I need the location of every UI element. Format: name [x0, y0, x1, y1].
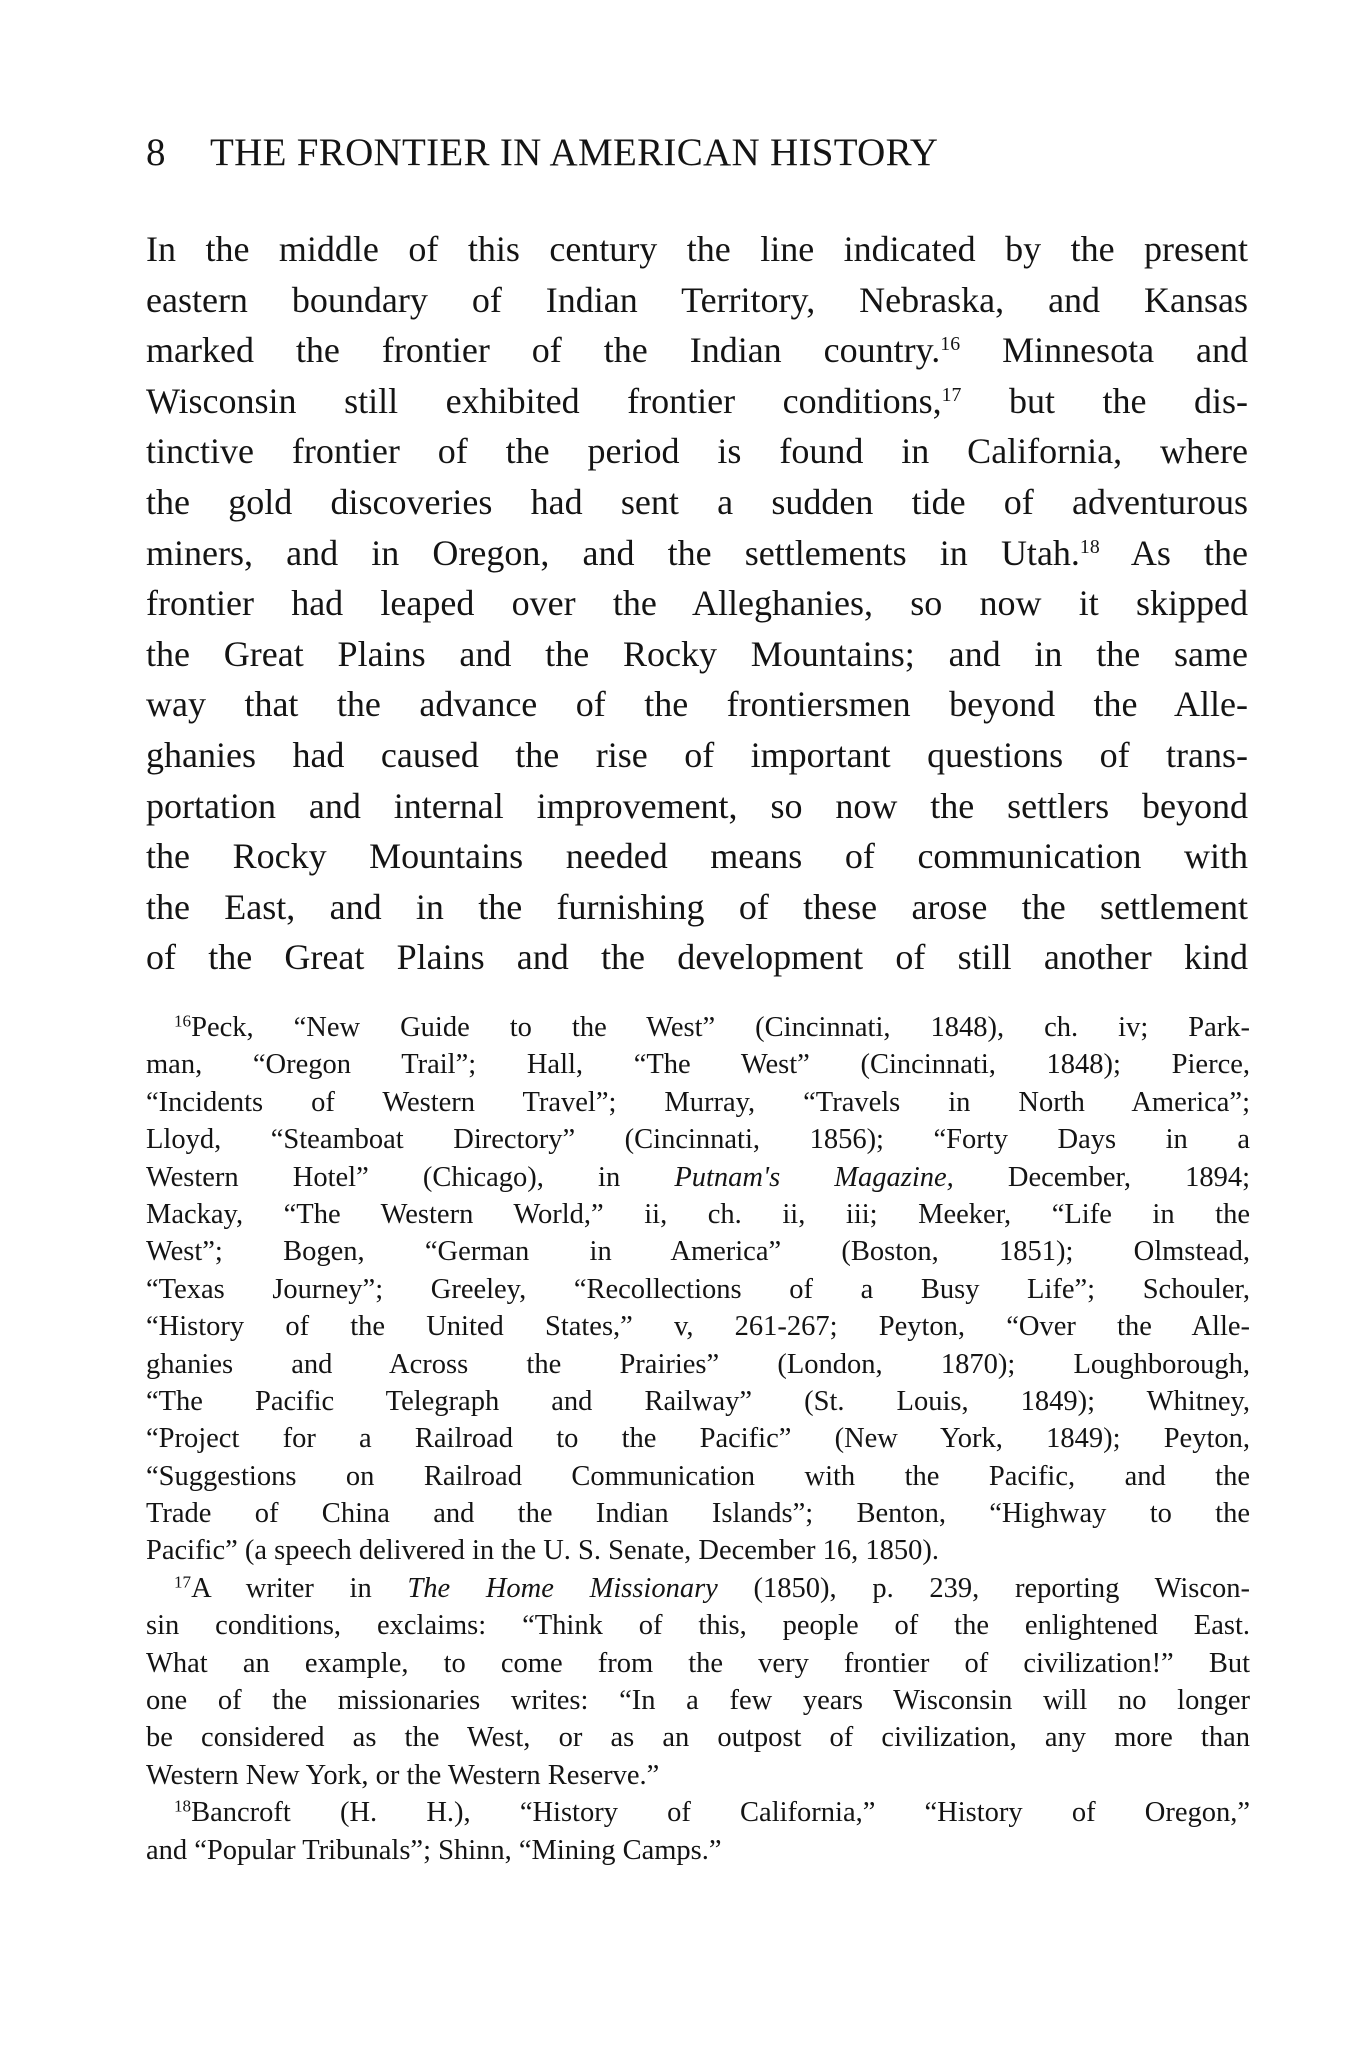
body-line: [146, 325, 1248, 376]
footnote-number: 18: [174, 1796, 192, 1816]
footnotes: [146, 1009, 1250, 1869]
body-line: [146, 376, 1248, 427]
page-header: [146, 128, 1256, 178]
footnote-text: December, 1894;: [1007, 1161, 1251, 1193]
footnote-italic-title: Putnam's Magazine,: [674, 1161, 954, 1193]
running-head: THE FRONTIER IN AMERICAN HISTORY: [210, 131, 939, 174]
footnote-17-line: What an example, to come from the very frontier of civilization!” But: [146, 1647, 1250, 1679]
body-line-text: As the: [1130, 532, 1248, 573]
body-line: eastern boundary of Indian Territory, Nebraska, and Kansas: [146, 279, 1248, 320]
body-line: ghanies had caused the rise of important questions of trans-: [146, 734, 1248, 775]
body-line: the Great Plains and the Rocky Mountains; and in the same: [146, 633, 1248, 674]
body-line-text: Wisconsin still exhibited frontier conditions,: [146, 380, 942, 421]
page-number: 8: [146, 131, 166, 174]
footnote-17-line: be considered as the West, or as an outpost of civilization, any more than: [146, 1722, 1250, 1754]
footnote-text: Western Hotel” (Chicago), in: [146, 1161, 621, 1193]
body-line: the Rocky Mountains needed means of communication with: [146, 836, 1248, 877]
footnote-number: 17: [174, 1572, 192, 1592]
footnote-text: A writer in: [191, 1572, 372, 1604]
footnote-17-line: sin conditions, exclaims: “Think of this, people of the enlightened East.: [146, 1610, 1250, 1642]
footnote-16-line: “History of the United States,” v, 261-267; Peyton, “Over the Alle-: [146, 1311, 1250, 1343]
body-line: In the middle of this century the line indicated by the present: [146, 229, 1248, 269]
body-line: tinctive frontier of the period is found in California, where: [146, 431, 1248, 472]
footnote-ref-18: 18: [1079, 535, 1100, 558]
body-line: portation and internal improvement, so now the settlers beyond: [146, 785, 1248, 826]
body-line: frontier had leaped over the Alleghanies, so now it skipped: [146, 583, 1248, 624]
body-line-text: Minnesota and: [1002, 330, 1248, 371]
footnote-16-line: “Texas Journey”; Greeley, “Recollections of a Busy Life”; Schouler,: [146, 1273, 1250, 1305]
footnote-16-line: man, “Oregon Trail”; Hall, “The West” (Cincinnati, 1848); Pierce,: [146, 1049, 1250, 1081]
body-line: way that the advance of the frontiersmen beyond the Alle-: [146, 684, 1248, 725]
footnote-16-line: Mackay, “The Western World,” ii, ch. ii, iii; Meeker, “Life in the: [146, 1198, 1250, 1230]
footnote-text: (1850), p. 239, reporting Wiscon-: [753, 1572, 1250, 1604]
footnote-16-line: West”; Bogen, “German in America” (Boston, 1851); Olmstead,: [146, 1236, 1250, 1268]
footnote-17-line: one of the missionaries writes: “In a few years Wisconsin will no longer: [146, 1685, 1250, 1717]
body-line-text: miners, and in Oregon, and the settlements in Utah.: [146, 532, 1080, 573]
footnote-16-line: [146, 1009, 1250, 1046]
footnote-16-line: Lloyd, “Steamboat Directory” (Cincinnati, 1856); “Forty Days in a: [146, 1124, 1250, 1156]
footnote-italic-title: The Home Missionary: [407, 1572, 718, 1604]
body-paragraph: [146, 224, 1248, 983]
body-line-text: but the dis-: [1008, 380, 1249, 421]
footnote-16-line: Trade of China and the Indian Islands”; Benton, “Highway to the: [146, 1498, 1250, 1530]
body-line-text: marked the frontier of the Indian country.: [146, 330, 941, 371]
footnote-16-line: Pacific” (a speech delivered in the U. S. Senate, December 16, 1850).: [146, 1535, 939, 1567]
footnote-18-line: and “Popular Tribunals”; Shinn, “Mining Camps.”: [146, 1834, 722, 1866]
footnote-ref-16: 16: [940, 333, 961, 356]
footnote-text: Bancroft (H. H.), “History of California,” “History of Oregon,”: [191, 1797, 1250, 1829]
footnote-18-line: [146, 1794, 1250, 1831]
footnote-ref-17: 17: [941, 383, 962, 406]
footnote-17-line: [146, 1570, 1250, 1607]
footnote-16-line: [146, 1159, 1250, 1196]
body-line: [146, 528, 1248, 579]
footnote-16-line: “Project for a Railroad to the Pacific” (New York, 1849); Peyton,: [146, 1423, 1250, 1455]
footnote-16-line: “The Pacific Telegraph and Railway” (St. Louis, 1849); Whitney,: [146, 1385, 1250, 1417]
footnote-17-line: Western New York, or the Western Reserve.”: [146, 1759, 660, 1791]
footnote-text: Peck, “New Guide to the West” (Cincinnati, 1848), ch. iv; Park-: [191, 1012, 1250, 1043]
body-line: the East, and in the furnishing of these arose the settlement: [146, 886, 1248, 927]
body-line: of the Great Plains and the development of still another kind: [146, 937, 1248, 978]
body-line: the gold discoveries had sent a sudden tide of adventurous: [146, 481, 1248, 522]
footnote-16-line: “Incidents of Western Travel”; Murray, “Travels in North America”;: [146, 1086, 1250, 1118]
footnote-16-line: “Suggestions on Railroad Communication with the Pacific, and the: [146, 1460, 1250, 1492]
footnote-16-line: ghanies and Across the Prairies” (London, 1870); Loughborough,: [146, 1348, 1250, 1380]
footnote-number: 16: [174, 1011, 192, 1031]
